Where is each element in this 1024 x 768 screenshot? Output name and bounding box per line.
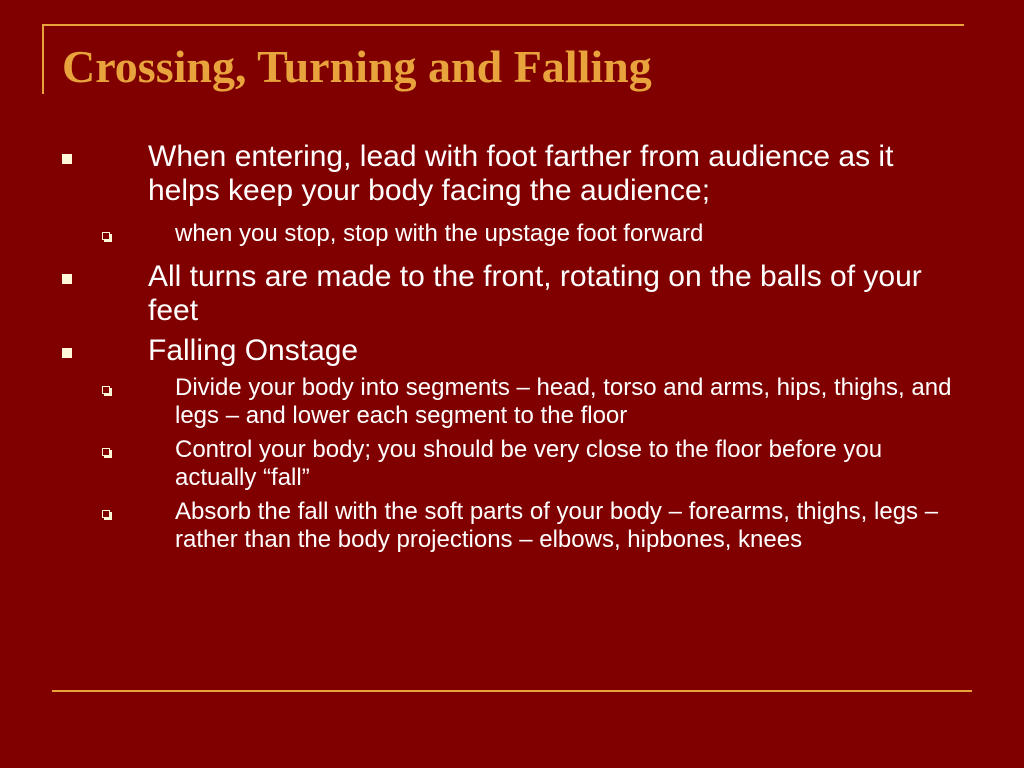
bullet-text: When entering, lead with foot farther from audience as it helps keep your body facing the audience; [148,140,894,207]
bullet-text: All turns are made to the front, rotating on the balls of your feet [148,260,922,327]
bullet-list [62,140,962,554]
bullet-item-level-1 [62,260,962,328]
bullet-text: Falling Onstage [148,334,359,367]
bullet-item-level-2 [62,436,962,492]
square-bullet-icon [62,154,72,164]
hollow-square-bullet-icon [102,386,110,394]
hollow-square-bullet-icon [102,232,110,240]
frame-bottom-line [52,690,972,692]
frame-left-line [42,24,44,94]
bullet-text: Absorb the fall with the soft parts of your body – forearms, thighs, legs – rather than the body projections – elbows, hipbones, knees [175,498,939,553]
slide-title: Crossing, Turning and Falling [62,41,652,92]
square-bullet-icon [62,348,72,358]
hollow-square-bullet-icon [102,510,110,518]
square-bullet-icon [62,274,72,284]
frame-top-line [42,24,964,26]
bullet-item-level-1 [62,334,962,368]
bullet-item-level-2 [62,374,962,430]
bullet-item-level-2 [62,220,962,248]
bullet-item-level-2 [62,498,962,554]
bullet-text: when you stop, stop with the upstage foot forward [175,220,704,247]
bullet-item-level-1 [62,140,962,208]
bullet-text: Control your body; you should be very close to the floor before you actually “fall” [175,436,883,491]
hollow-square-bullet-icon [102,448,110,456]
bullet-text: Divide your body into segments – head, torso and arms, hips, thighs, and legs – and lower each segment to the floor [175,374,952,429]
